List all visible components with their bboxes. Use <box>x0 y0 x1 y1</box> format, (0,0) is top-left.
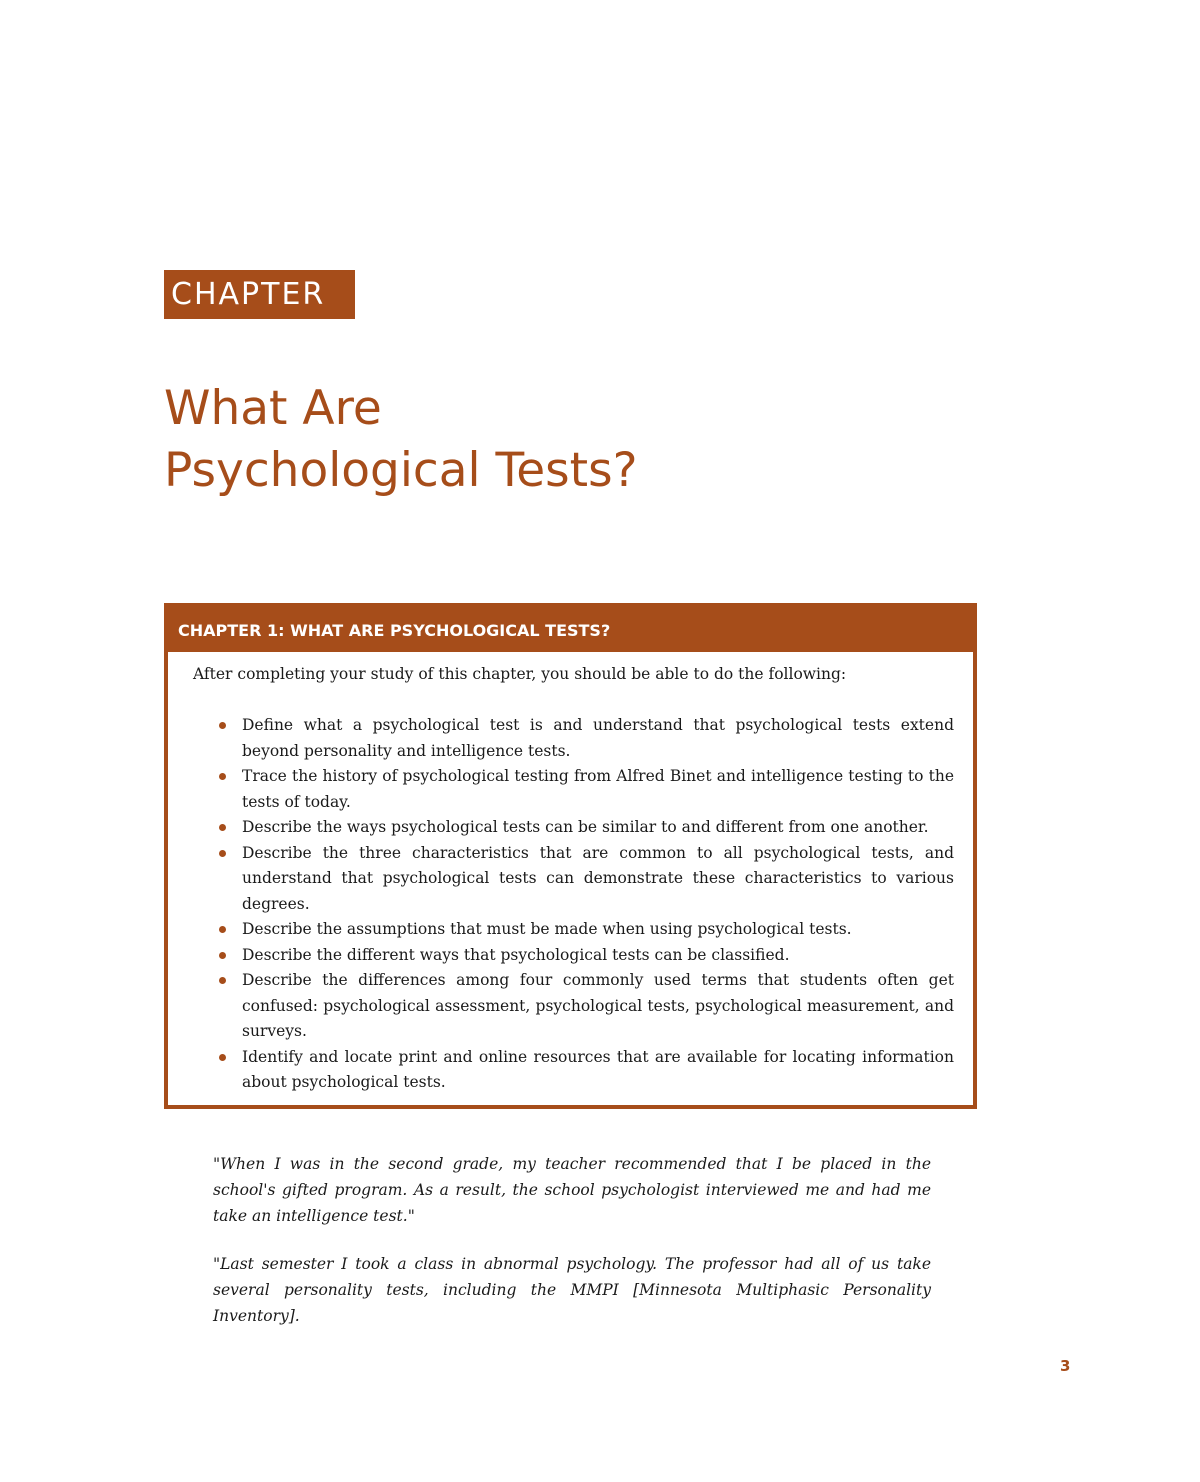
list-item <box>213 841 954 918</box>
objectives-list <box>213 713 954 1096</box>
objectives-header: CHAPTER 1: WHAT ARE PSYCHOLOGICAL TESTS? <box>168 607 973 652</box>
list-item <box>213 1045 954 1096</box>
bullet-icon <box>219 850 226 857</box>
objective-text: Trace the history of psychological testing from Alfred Binet and intelligence testing to the tests of today. <box>242 767 954 811</box>
bullet-icon <box>219 722 226 729</box>
chapter-title-line-2: Psychological Tests? <box>164 443 638 498</box>
bullet-icon <box>219 1054 226 1061</box>
list-item <box>213 815 954 841</box>
bullet-icon <box>219 824 226 831</box>
objective-text: Define what a psychological test is and understand that psychological tests extend beyond personality and intelligence tests. <box>242 716 954 760</box>
list-item <box>213 943 954 969</box>
list-item <box>213 764 954 815</box>
objective-text: Describe the three characteristics that are common to all psychological tests, and understand that psychological tests can demonstrate these characteristics to various degrees. <box>242 843 954 913</box>
objective-text: Describe the assumptions that must be made when using psychological tests. <box>242 920 852 938</box>
student-quote-1: "When I was in the second grade, my teacher recommended that I be placed in the school's gifted program. As a result, the school psychologist interviewed me and had me take an intelligence test." <box>213 1155 931 1225</box>
objectives-intro: After completing your study of this chapter, you should be able to do the following: <box>193 665 847 683</box>
chapter-tag: CHAPTER 1 <box>164 270 355 319</box>
bullet-icon <box>219 952 226 959</box>
objective-text: Describe the different ways that psychological tests can be classified. <box>242 945 790 964</box>
list-item <box>213 713 954 764</box>
objective-text: Describe the ways psychological tests can be similar to and different from one another. <box>242 818 929 836</box>
chapter-title-line-1: What Are <box>164 381 382 436</box>
bullet-icon <box>219 926 226 933</box>
objective-text: Identify and locate print and online resources that are available for locating information about psychological tests. <box>242 1047 954 1091</box>
bullet-icon <box>219 773 226 780</box>
student-quote-2: "Last semester I took a class in abnormal psychology. The professor had all of us take several personality tests, including the MMPI [Minnesota Multiphasic Personality Inventory]. <box>213 1255 931 1325</box>
bullet-icon <box>219 977 226 984</box>
learning-objectives-box <box>164 603 977 1109</box>
chapter-title <box>164 378 638 502</box>
page-number: 3 <box>1060 1357 1071 1375</box>
list-item <box>213 917 954 943</box>
list-item <box>213 968 954 1045</box>
objective-text: Describe the differences among four commonly used terms that students often get confused: psychological assessment, psychological tests, psychological measurement, and surveys. <box>242 971 954 1040</box>
